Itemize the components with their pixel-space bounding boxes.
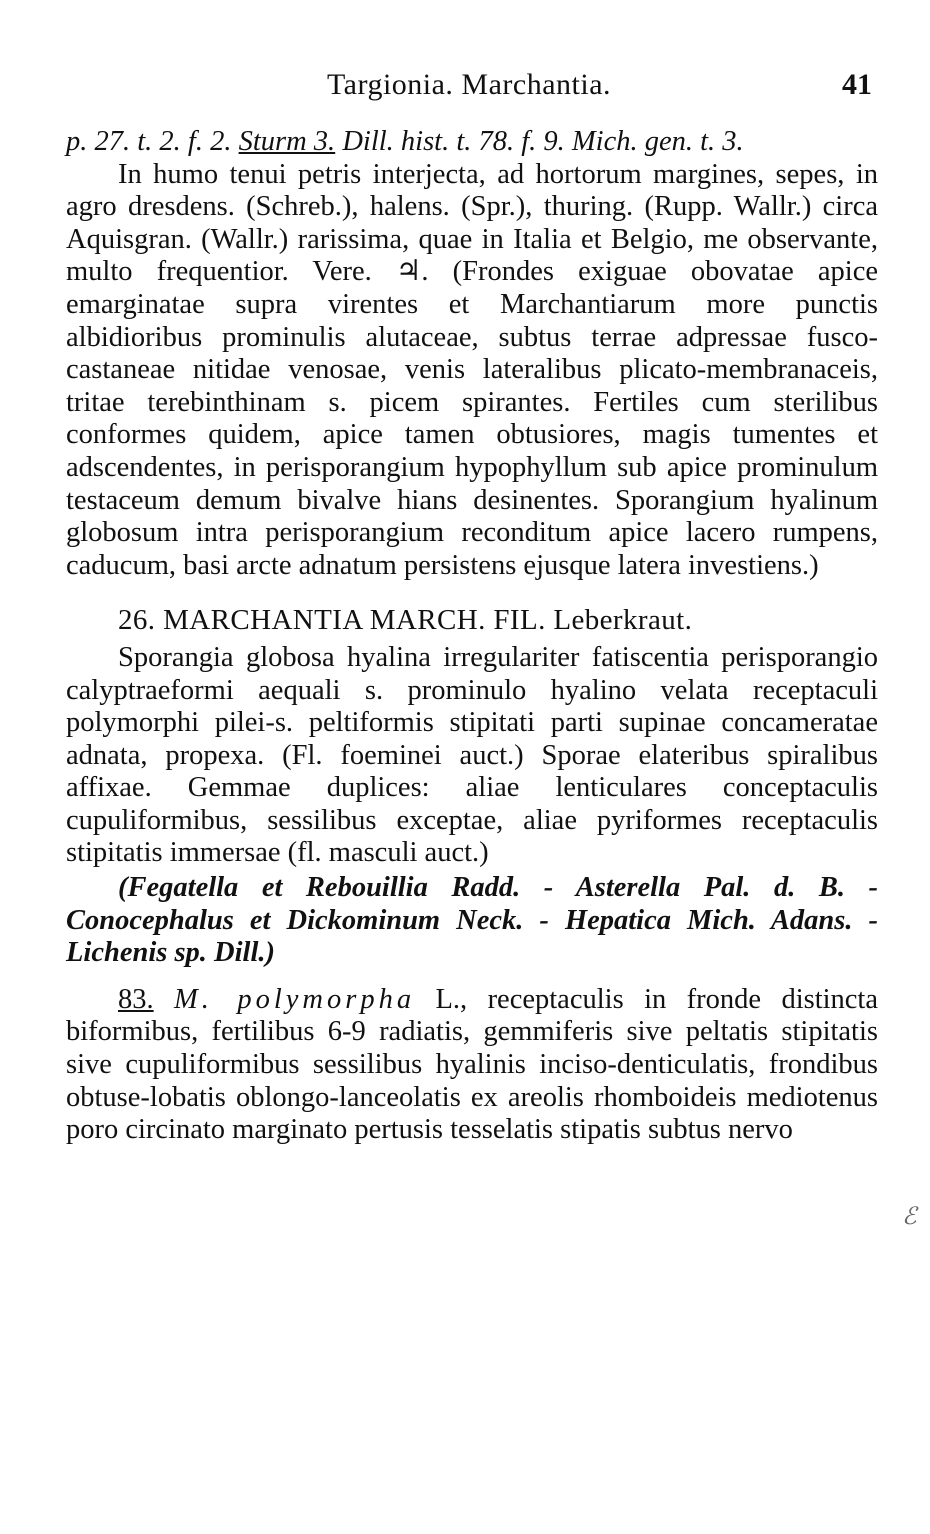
- species-entry: [66, 984, 878, 1147]
- text-block: [66, 126, 878, 1147]
- page-number: 41: [842, 68, 872, 101]
- species-name: M. polymorpha: [174, 983, 416, 1015]
- bibliographic-references: [66, 126, 878, 159]
- ref-part-b: Dill. hist. t. 78. f. 9. Mich. gen. t. 3.: [335, 126, 744, 157]
- habitat-paragraph: In humo tenui petris interjecta, ad hortorum margines, sepes, in agro dresdens. (Schreb.), halens. (Spr.), thuring. (Rupp. Wallr.) circa Aquisgran. (Wallr.) rarissima, quae in Italia et Belgio, me observante, multo frequentior. Vere. ♃. (Frondes exiguae obovatae apice emarginatae supra virentes et Marchantiarum more punctis albidioribus prominulis alutaceae, subtus terrae adpressae fusco-castaneae nitidae venosae, venis lateralibus plicato-membranaceis, tritae terebinthinam s. picem spirantes. Fertiles cum sterilibus conformes quidem, apice tamen obtusiores, magis tumentes et adscendentes, in perisporangium hypophyllum sub apice prominulum testaceum demum bivalve hians desinentes. Sporangium hyalinum globosum intra perisporangium reconditum apice lacero rumpens, caducum, basi arcte adnatum persistens ejusque latera investiens.): [66, 158, 878, 581]
- genus-synonyms: (Fegatella et Rebouillia Radd. - Asterella Pal. d. B. - Conocephalus et Dickominum Neck. - Hepatica Mich. Adans. - Lichenis sp. Dill.): [66, 872, 878, 969]
- ref-part-a: p. 27. t. 2. f. 2.: [66, 126, 239, 157]
- genus-heading: [66, 604, 878, 638]
- genus-title: 26. MARCHANTIA MARCH. FIL.: [118, 604, 554, 637]
- running-title: Targionia. Marchantia.: [326, 68, 612, 101]
- species-author: L.,: [415, 983, 468, 1015]
- genus-vernacular: Leberkraut.: [553, 604, 693, 637]
- species-description: receptaculis in fronde distincta biformibus, fertilibus 6-9 radiatis, gemmiferis sive peltatis stipitatis sive cupuliformibus sessilibus hyalinis inciso-denticulatis, frondibus obtuse-lobatis oblongo-lanceolatis ex areolis rhomboideis mediotenus poro circinato marginato pertusis tesselatis stipatis subtus nervo: [66, 983, 879, 1146]
- genus-description: Sporangia globosa hyalina irregulariter fatiscentia perisporangio calyptraeformi aequali s. prominulo hyalino velata receptaculi polymorphi pilei-s. peltiformis stipitati parti supinae concameratae adnata, propexa. (Fl. foeminei auct.) Sporae elateribus spiralibus affixae. Gemmae duplices: aliae lenticulares conceptaculis cupuliformibus, sessilibus exceptae, aliae pyriformes receptaculis stipitatis immersae (fl. masculi auct.): [66, 641, 878, 869]
- ref-sturm: Sturm 3.: [238, 126, 336, 157]
- species-number: 83.: [118, 983, 154, 1015]
- running-header: [66, 62, 872, 110]
- margin-pencil-mark: ℰ: [902, 1202, 917, 1230]
